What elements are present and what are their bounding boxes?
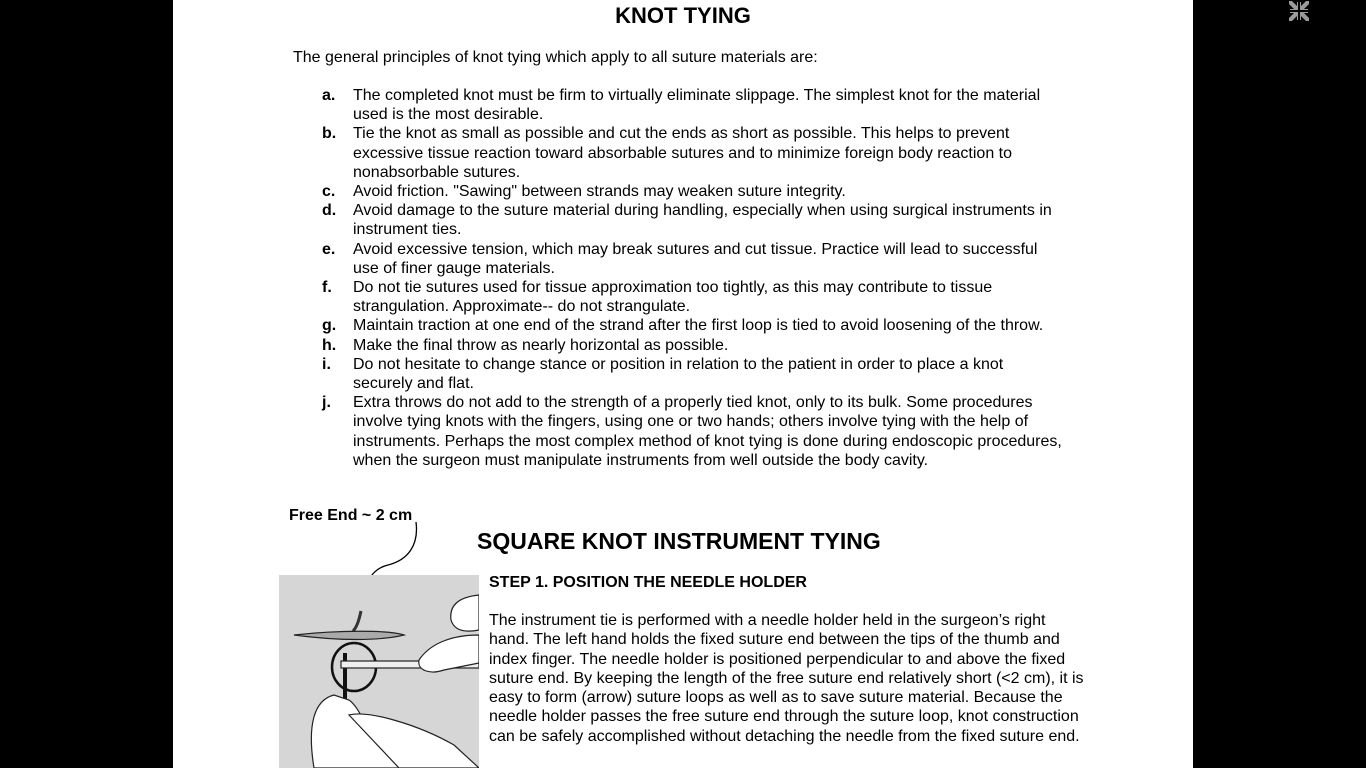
list-letter: a. (322, 87, 336, 104)
list-text: Maintain traction at one end of the strand after the first loop is tied to avoid loosening of the throw. (353, 317, 1044, 335)
list-item (322, 336, 1062, 355)
list-item (322, 278, 1062, 316)
list-text: The completed knot must be firm to virtually eliminate slippage. The simplest knot for the material used is the most desirable. (353, 87, 1041, 124)
list-letter: j. (322, 394, 331, 412)
list-letter: h. (322, 336, 337, 354)
list-letter: c. (322, 183, 336, 201)
principles-list (322, 86, 1062, 470)
step-title: STEP 1. POSITION THE NEEDLE HOLDER (489, 574, 807, 591)
exit-fullscreen-icon (1288, 0, 1310, 22)
list-item (322, 182, 1062, 201)
list-item (322, 124, 1062, 182)
list-letter: b. (322, 125, 337, 143)
list-item (322, 393, 1062, 470)
list-item (322, 240, 1062, 278)
list-text: Make the final throw as nearly horizontal as possible. (353, 336, 729, 354)
list-text: Do not tie sutures used for tissue approximation too tightly, as this may contribute to tissue strangulation. Approximate-- do not strangulate. (353, 279, 993, 316)
document-page (173, 0, 1193, 768)
list-item (322, 355, 1062, 393)
page-title: KNOT TYING (615, 3, 751, 28)
list-item (322, 316, 1062, 335)
list-item (322, 86, 1062, 124)
list-text: Extra throws do not add to the strength of a properly tied knot, only to its bulk. Some procedures involve tying knots with the fingers, using one or two hands; others involve tying with the help of instruments. Perhaps the most complex method of knot tying is done during endoscopic procedures, when the surgeon must manipulate instruments from well outside the body cavity. (353, 394, 1062, 469)
list-item (322, 201, 1062, 239)
list-letter: f. (322, 279, 332, 297)
list-letter: g. (322, 317, 337, 335)
list-text: Avoid excessive tension, which may break sutures and cut tissue. Practice will lead to successful use of finer gauge materials. (353, 240, 1038, 277)
list-text: Avoid damage to the suture material during handling, especially when using surgical instruments in instrument ties. (353, 202, 1052, 239)
list-letter: d. (322, 202, 337, 220)
intro-text: The general principles of knot tying which apply to all suture materials are: (293, 49, 818, 66)
list-text: Do not hesitate to change stance or position in relation to the patient in order to place a knot securely and flat. (353, 355, 1004, 393)
needle-holder-hands-icon (279, 575, 479, 768)
section-title: SQUARE KNOT INSTRUMENT TYING (477, 528, 881, 554)
instrument-tie-illustration (279, 575, 479, 768)
list-text: Tie the knot as small as possible and cut the ends as short as possible. This helps to prevent excessive tissue reaction toward absorbable sutures and to minimize foreign body reaction to nonabsorbable sutures. (353, 125, 1013, 181)
list-letter: i. (322, 355, 331, 373)
exit-fullscreen-button[interactable] (1288, 0, 1310, 22)
list-letter: e. (322, 240, 336, 258)
figure-label: Free End ~ 2 cm (289, 507, 413, 524)
list-text: Avoid friction. "Sawing" between strands may weaken suture integrity. (353, 183, 846, 201)
step-body: The instrument tie is performed with a needle holder held in the surgeon’s right hand. The left hand holds the fixed suture end between the tips of the thumb and index finger. The needle holder is positioned perpendicular to and above the fixed suture end. By keeping the length of the free suture end relatively short (<2 cm), it is easy to form (arrow) suture loops as well as to save suture material. Because the needle holder passes the free suture end through the suture loop, knot construction can be safely accomplished without detaching the needle from the fixed suture end. (489, 612, 1084, 745)
